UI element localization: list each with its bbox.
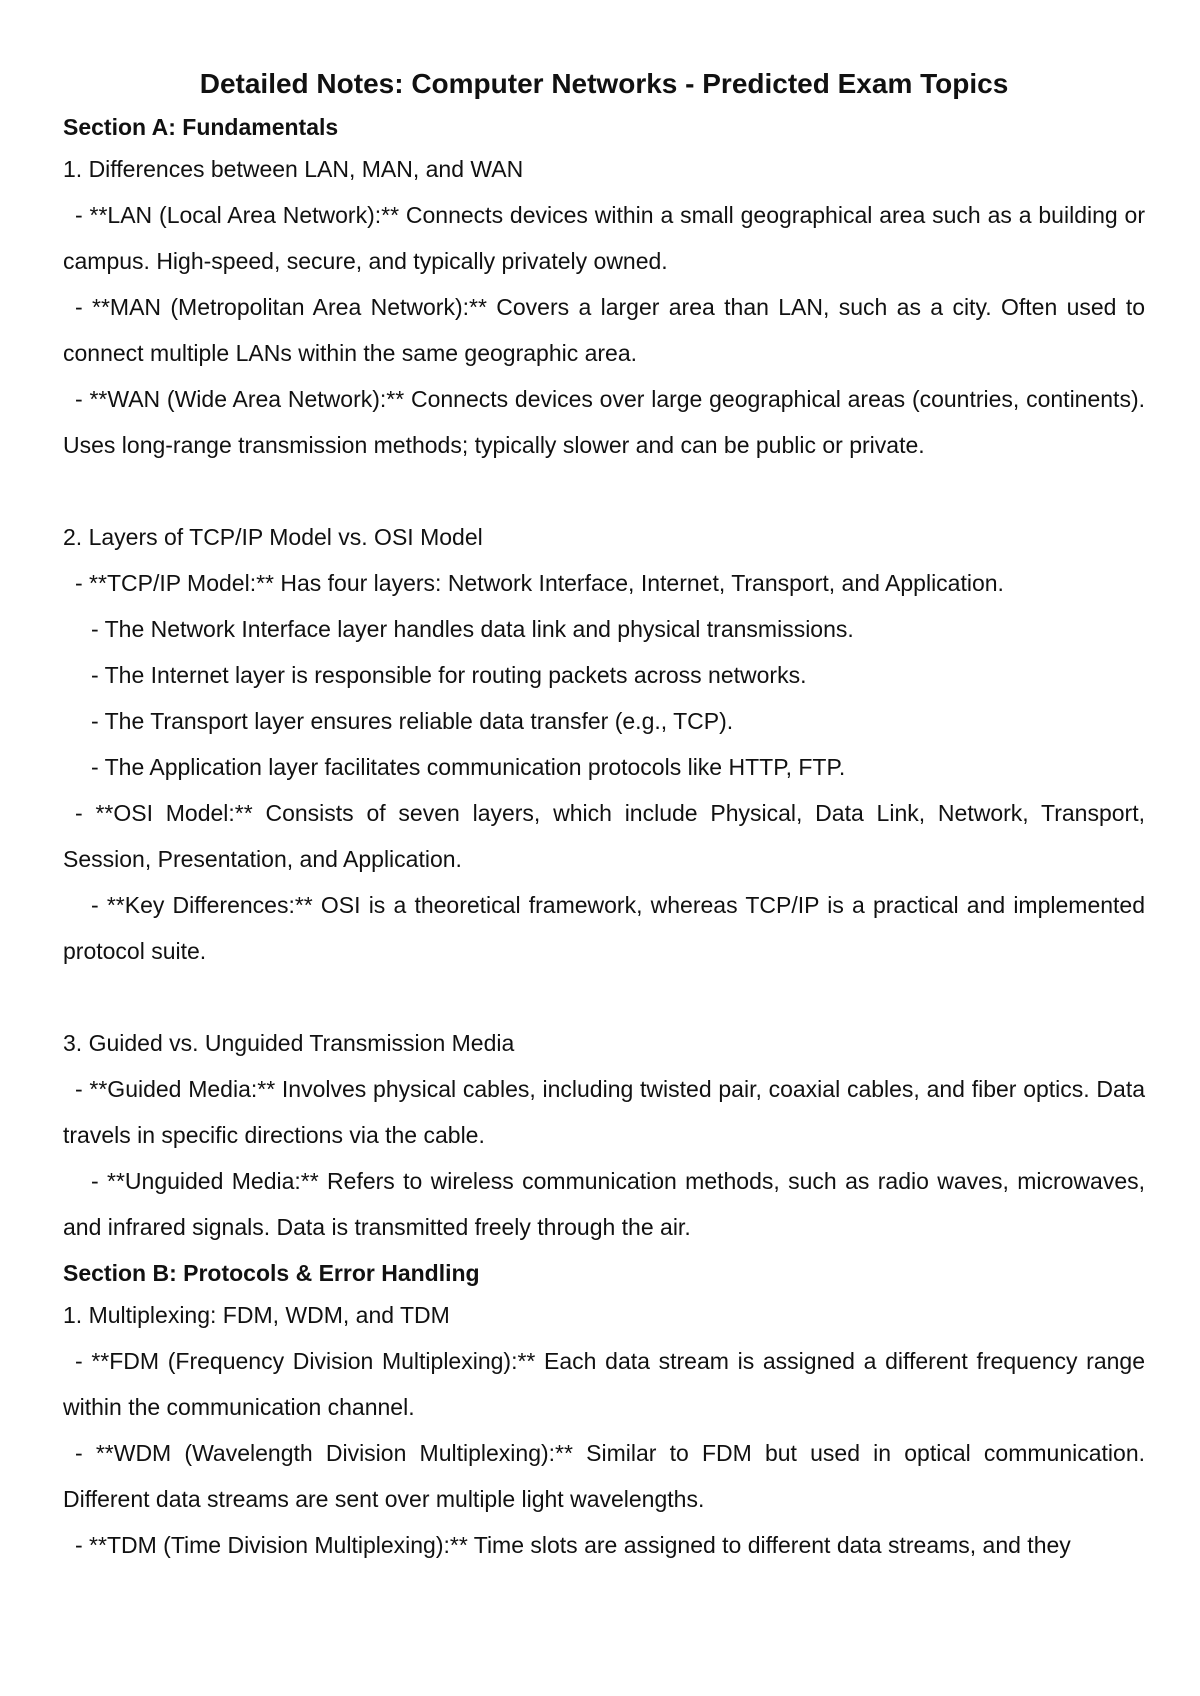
- note-paragraph: - **TDM (Time Division Multiplexing):** Time slots are assigned to different data streams, and they: [75, 1532, 1071, 1558]
- section-protocols-error-handling: [63, 1258, 1145, 1568]
- topic-multiplexing: [63, 1292, 1145, 1568]
- note-paragraph: - **Key Differences:** OSI is a theoretical framework, whereas TCP/IP is a practical and implemented protocol suite.: [63, 892, 1145, 964]
- note-paragraph: - **MAN (Metropolitan Area Network):** Covers a larger area than LAN, such as a city. Often used to connect multiple LANs within the same geographic area.: [63, 294, 1145, 366]
- note-paragraph: - **FDM (Frequency Division Multiplexing):** Each data stream is assigned a different frequency range within the communication channel.: [63, 1348, 1145, 1420]
- document-title: Detailed Notes: Computer Networks - Predicted Exam Topics: [199, 68, 1009, 99]
- topic-heading: 1. Multiplexing: FDM, WDM, and TDM: [63, 1302, 450, 1328]
- topic-heading: 2. Layers of TCP/IP Model vs. OSI Model: [63, 524, 483, 550]
- topic-transmission-media: [63, 1020, 1145, 1250]
- paragraph-gap: [63, 974, 1145, 1020]
- note-paragraph: - **Unguided Media:** Refers to wireless communication methods, such as radio waves, microwaves, and infrared signals. Data is transmitted freely through the air.: [63, 1168, 1145, 1240]
- note-subparagraph: - The Transport layer ensures reliable data transfer (e.g., TCP).: [91, 708, 734, 734]
- section-heading: Section A: Fundamentals: [63, 114, 339, 140]
- note-paragraph: - **Guided Media:** Involves physical cables, including twisted pair, coaxial cables, and fiber optics. Data travels in specific directions via the cable.: [63, 1076, 1145, 1148]
- note-subparagraph: - The Network Interface layer handles data link and physical transmissions.: [91, 616, 854, 642]
- note-subparagraph: - The Internet layer is responsible for routing packets across networks.: [91, 662, 807, 688]
- note-paragraph: - **WDM (Wavelength Division Multiplexing):** Similar to FDM but used in optical communication. Different data streams are sent over multiple light wavelengths.: [63, 1440, 1145, 1512]
- note-paragraph: - **TCP/IP Model:** Has four layers: Network Interface, Internet, Transport, and Application.: [75, 570, 1004, 596]
- section-fundamentals: [63, 112, 1145, 1250]
- note-paragraph: - **OSI Model:** Consists of seven layers, which include Physical, Data Link, Network, Transport, Session, Presentation, and Application.: [63, 800, 1145, 872]
- note-subparagraph: - The Application layer facilitates communication protocols like HTTP, FTP.: [91, 754, 846, 780]
- paragraph-gap: [63, 468, 1145, 514]
- section-heading: Section B: Protocols & Error Handling: [63, 1260, 480, 1286]
- topic-heading: 1. Differences between LAN, MAN, and WAN: [63, 156, 524, 182]
- note-paragraph: - **LAN (Local Area Network):** Connects devices within a small geographical area such as a building or campus. High-speed, secure, and typically privately owned.: [63, 202, 1145, 274]
- topic-lan-man-wan: [63, 146, 1145, 468]
- document-page: [63, 64, 1145, 1568]
- topic-heading: 3. Guided vs. Unguided Transmission Media: [63, 1030, 515, 1056]
- topic-tcpip-vs-osi: [63, 514, 1145, 974]
- note-paragraph: - **WAN (Wide Area Network):** Connects devices over large geographical areas (countries, continents). Uses long-range transmission methods; typically slower and can be public or private.: [63, 386, 1145, 458]
